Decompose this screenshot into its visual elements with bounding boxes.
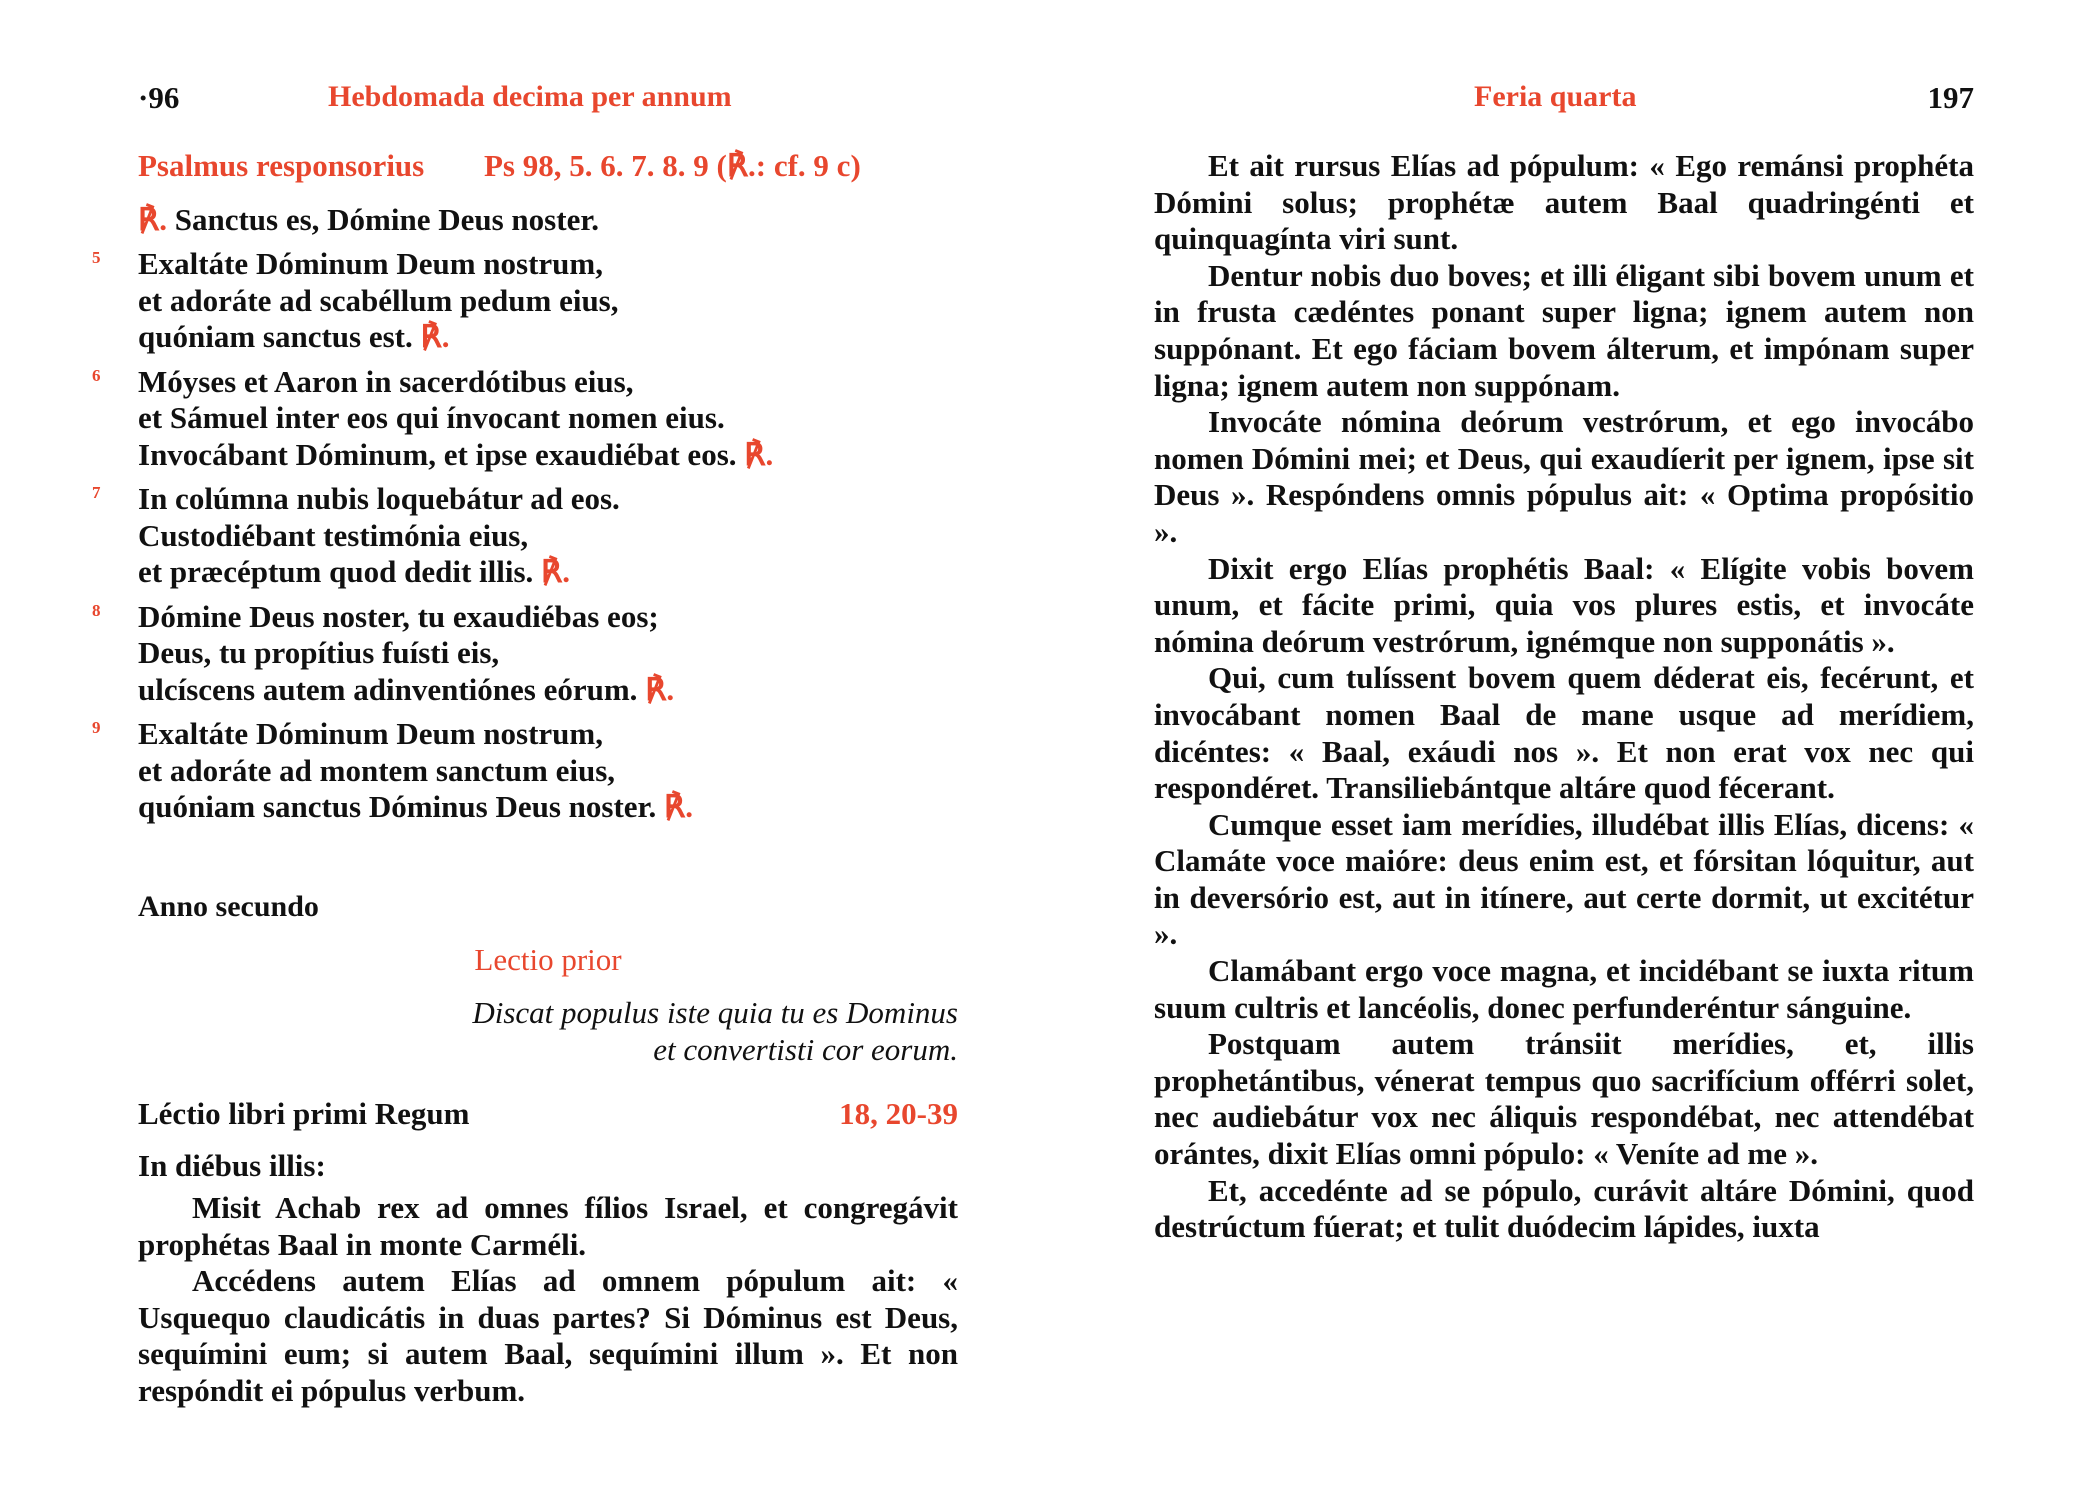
verse-line: [138, 283, 958, 320]
refrain: [138, 202, 599, 238]
right-page: [1154, 0, 1974, 1500]
verse-line-text: Custodiébant testimónia eius,: [138, 517, 529, 553]
reading-intro: In diébus illis:: [138, 1148, 326, 1183]
paragraph: Invocáte nómina deórum vestrórum, et ego invocábo nomen Dómini mei; et Deus, qui exaudíerit per ignem, ipse sit Deus ». Respóndens omnis pópulus ait: « Optima propósitio ».: [1154, 404, 1974, 549]
verse-line-text: Deus, tu propítius fuísti eis,: [138, 635, 500, 670]
verse-line-text: et adoráte ad montem sanctum eius,: [138, 752, 616, 788]
verse-line: [138, 364, 958, 401]
paragraph: Et, accedénte ad se pópulo, curávit altáre Dómini, quod destrúctum fúerat; et tulit duódecim lápides, iuxta: [1154, 1172, 1974, 1245]
reading-reference: 18, 20-39: [839, 1096, 958, 1131]
verse-number: 8: [92, 600, 101, 620]
verse-line: [138, 599, 958, 636]
response-symbol: ℟.: [663, 789, 693, 824]
refrain-text: Sanctus es, Dómine Deus noster.: [166, 202, 599, 237]
psalm-stanza: [92, 246, 958, 356]
verse-line: [138, 789, 958, 826]
verse-line-text: Exaltáte Dóminum Deum nostrum,: [138, 716, 603, 751]
verse-line: [138, 518, 958, 555]
paragraph: Clamábant ergo voce magna, et incidébant se iuxta ritum suum cultris et lancéolis, donec perfunderéntur sánguine.: [1154, 953, 1974, 1025]
verse-line-text: quóniam sanctus Dóminus Deus noster.: [138, 789, 657, 824]
paragraph: Dixit ergo Elías prophétis Baal: « Elígite vobis bovem unum, et fácite primi, quia vos plures estis, et invocáte nómina deórum vestrórum, ignémque non supponátis ».: [1154, 550, 1974, 659]
verse-line: [138, 554, 958, 591]
verse-line-text: ulcíscens autem adinventiónes eórum.: [138, 671, 638, 707]
verse-line: [138, 753, 958, 790]
response-symbol: ℟.: [420, 319, 450, 354]
verse-line: [138, 437, 958, 474]
response-symbol: ℟.: [541, 554, 570, 589]
left-page: [92, 0, 958, 1500]
paragraph: Cumque esset iam merídies, illudébat illis Elías, dicens: « Clamáte voce maióre: deus enim est, et fórsitan lóquitur, aut in deversório est, aut in itínere, aut certe dormit, ut excitétur ».: [1154, 806, 1974, 952]
paragraph: Dentur nobis duo boves; et illi éligant sibi bovem unum et in frusta cædéntes ponant super ligna; ignem autem non suppónant. Et ego fáciam bovem álterum, et impónam super ligna; ignem autem non suppónam.: [1154, 257, 1974, 403]
lectio-prior-heading: Lectio prior: [474, 942, 622, 977]
psalm-heading: [138, 148, 958, 184]
verse-line-text: et adoráte ad scabéllum pedum eius,: [138, 282, 619, 318]
paragraph: Misit Achab rex ad omnes fílios Israel, et congregávit prophétas Baal in monte Carméli.: [138, 1190, 958, 1262]
psalm-stanza: [92, 481, 958, 591]
verse-line: [138, 246, 958, 283]
reading-title: [138, 1096, 958, 1132]
verse-line-text: quóniam sanctus est.: [138, 319, 413, 354]
paragraph: Postquam autem tránsiit merídies, et, illis prophetántibus, vénerat tempus quo sacrifícium offérri solet, nec audiebátur vox nec áliquis respondébat, nec attendébat orántes, dixit Elías omni pópulo: « Veníte ad me ».: [1154, 1026, 1974, 1172]
response-symbol: ℟.: [138, 202, 167, 237]
verse-line: [138, 400, 958, 437]
paragraph: Accédens autem Elías ad omnem pópulum ait: « Usquequo claudicátis in duas partes? Si Dóminus est Deus, sequímini eum; si autem Baal, sequímini illum ». Et non respóndit ei pópulus verbum.: [138, 1263, 958, 1408]
paragraph: Et ait rursus Elías ad pópulum: « Ego remánsi prophéta Dómini solus; prophétæ autem Baal quadringénti et quinquagínta viri sunt.: [1154, 148, 1974, 257]
running-title-right: Feria quarta: [1474, 80, 1637, 113]
page-number-left: ·96: [138, 80, 180, 115]
psalm-verses: [92, 246, 958, 834]
running-title-left: Hebdomada decima per annum: [328, 80, 732, 113]
psalm-reference: Ps 98, 5. 6. 7. 8. 9 (℟.: cf. 9 c): [484, 148, 861, 183]
psalm-stanza: [92, 598, 958, 709]
paragraph: Qui, cum tulíssent bovem quem déderat eis, fecérunt, et invocábant nomen Baal de mane usque ad merídiem, dicéntes: « Baal, exáudi nos ». Et non erat vox nec qui respondéret. Transiliebántque altáre quod fécerant.: [1154, 660, 1974, 806]
reading-book: Léctio libri primi Regum: [138, 1096, 470, 1131]
verse-line: [138, 672, 958, 709]
verse-line: [138, 481, 958, 518]
left-reading-text: [138, 1190, 958, 1410]
reading-motto: [358, 994, 958, 1068]
running-head-left: [138, 80, 958, 124]
verse-number: 9: [92, 718, 101, 737]
psalm-stanza: [92, 363, 958, 474]
motto-line-2: et convertisti cor eorum.: [653, 1032, 958, 1067]
response-symbol: ℟.: [645, 671, 675, 707]
motto-line-1: Discat populus iste quia tu es Dominus: [472, 995, 958, 1030]
verse-number: 6: [92, 365, 101, 385]
verse-line: [138, 635, 958, 672]
verse-line-text: Invocábant Dóminum, et ipse exaudiébat eos.: [138, 436, 737, 472]
response-symbol: ℟.: [744, 436, 774, 472]
verse-line-text: Móyses et Aaron in sacerdótibus eius,: [138, 363, 634, 399]
verse-number: 5: [92, 248, 101, 267]
psalm-stanza: [92, 716, 958, 826]
verse-line-text: et Sámuel inter eos qui ínvocant nomen eius.: [138, 400, 725, 435]
verse-line-text: Dómine Deus noster, tu exaudiébas eos;: [138, 598, 659, 634]
anno-heading: Anno secundo: [138, 890, 319, 923]
verse-line-text: Exaltáte Dóminum Deum nostrum,: [138, 246, 603, 281]
right-reading-text: [1154, 148, 1974, 1246]
verse-number: 7: [92, 483, 101, 502]
psalm-title: Psalmus responsorius: [138, 148, 425, 183]
verse-line: [138, 319, 958, 356]
verse-line-text: In colúmna nubis loquebátur ad eos.: [138, 481, 620, 516]
verse-line-text: et præcéptum quod dedit illis.: [138, 554, 534, 589]
running-head-right: [1154, 80, 1974, 124]
page-number-right: 197: [1927, 80, 1974, 115]
verse-line: [138, 716, 958, 753]
